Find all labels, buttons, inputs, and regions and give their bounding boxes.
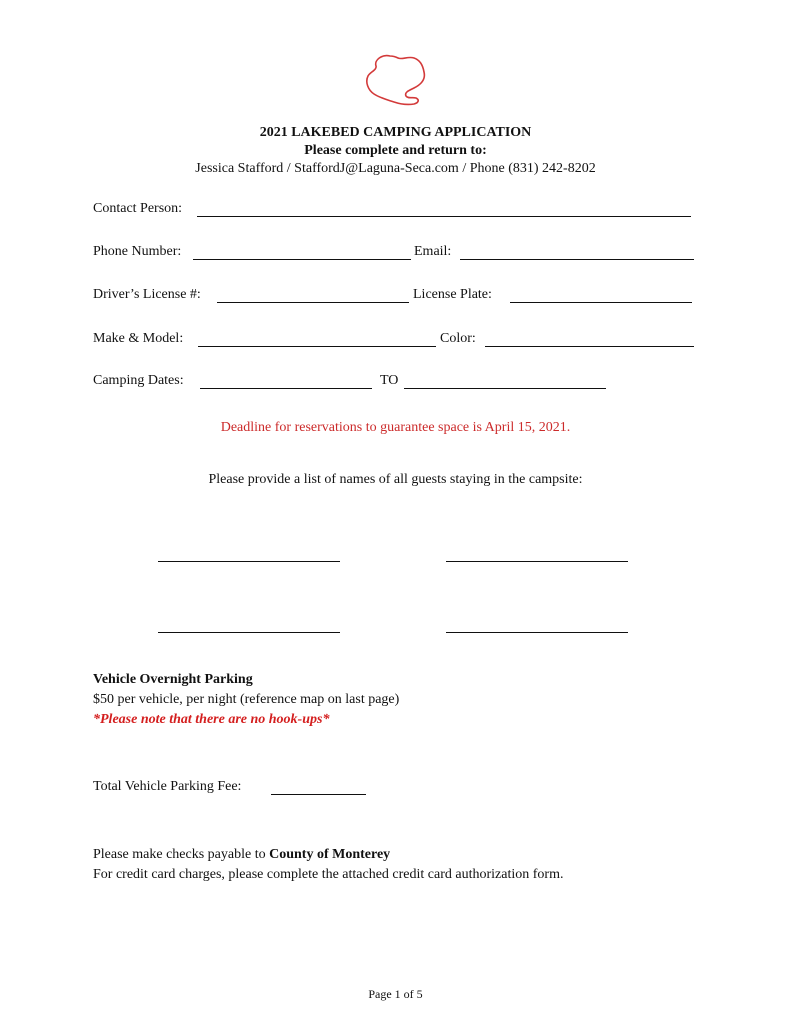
contact-person-label: Contact Person: <box>93 201 183 216</box>
no-hookups-note: *Please note that there are no hook-ups* <box>93 712 330 727</box>
drivers-license-label: Driver’s License #: <box>93 287 201 302</box>
total-fee-field[interactable] <box>271 794 366 795</box>
checks-payable-line <box>93 847 390 863</box>
phone-number-field[interactable] <box>193 259 411 260</box>
deadline-notice: Deadline for reservations to guarantee space is April 15, 2021. <box>220 420 571 435</box>
guests-prompt: Please provide a list of names of all guests staying in the campsite: <box>208 472 583 487</box>
color-label: Color: <box>440 331 476 346</box>
guest-name-field-3[interactable] <box>158 632 340 633</box>
to-label: TO <box>380 373 399 388</box>
form-title: 2021 LAKEBED CAMPING APPLICATION <box>259 125 532 140</box>
camping-end-date-field[interactable] <box>404 388 606 389</box>
email-label: Email: <box>414 244 452 259</box>
payee-name: County of Monterey <box>269 847 391 862</box>
email-field[interactable] <box>460 259 694 260</box>
guest-name-field-4[interactable] <box>446 632 628 633</box>
total-fee-label: Total Vehicle Parking Fee: <box>93 779 242 794</box>
track-logo-icon <box>360 50 432 110</box>
camping-dates-label: Camping Dates: <box>93 373 184 388</box>
return-contact-line: Jessica Stafford / StaffordJ@Laguna-Seca.com / Phone (831) 242-8202 <box>195 161 596 176</box>
guest-name-field-1[interactable] <box>158 561 340 562</box>
phone-number-label: Phone Number: <box>93 244 182 259</box>
contact-person-field[interactable] <box>197 216 691 217</box>
page-number: Page 1 of 5 <box>368 987 423 1001</box>
checks-prefix: Please make checks payable to <box>93 847 266 862</box>
license-plate-label: License Plate: <box>413 287 492 302</box>
camping-start-date-field[interactable] <box>200 388 372 389</box>
vehicle-parking-heading: Vehicle Overnight Parking <box>93 672 253 687</box>
make-model-label: Make & Model: <box>93 331 184 346</box>
guest-name-field-2[interactable] <box>446 561 628 562</box>
vehicle-parking-rate: $50 per vehicle, per night (reference map on last page) <box>93 692 400 707</box>
drivers-license-field[interactable] <box>217 302 409 303</box>
make-model-field[interactable] <box>198 346 436 347</box>
credit-card-instructions: For credit card charges, please complete the attached credit card authorization form. <box>93 867 564 882</box>
form-subtitle: Please complete and return to: <box>304 143 487 158</box>
color-field[interactable] <box>485 346 694 347</box>
license-plate-field[interactable] <box>510 302 692 303</box>
